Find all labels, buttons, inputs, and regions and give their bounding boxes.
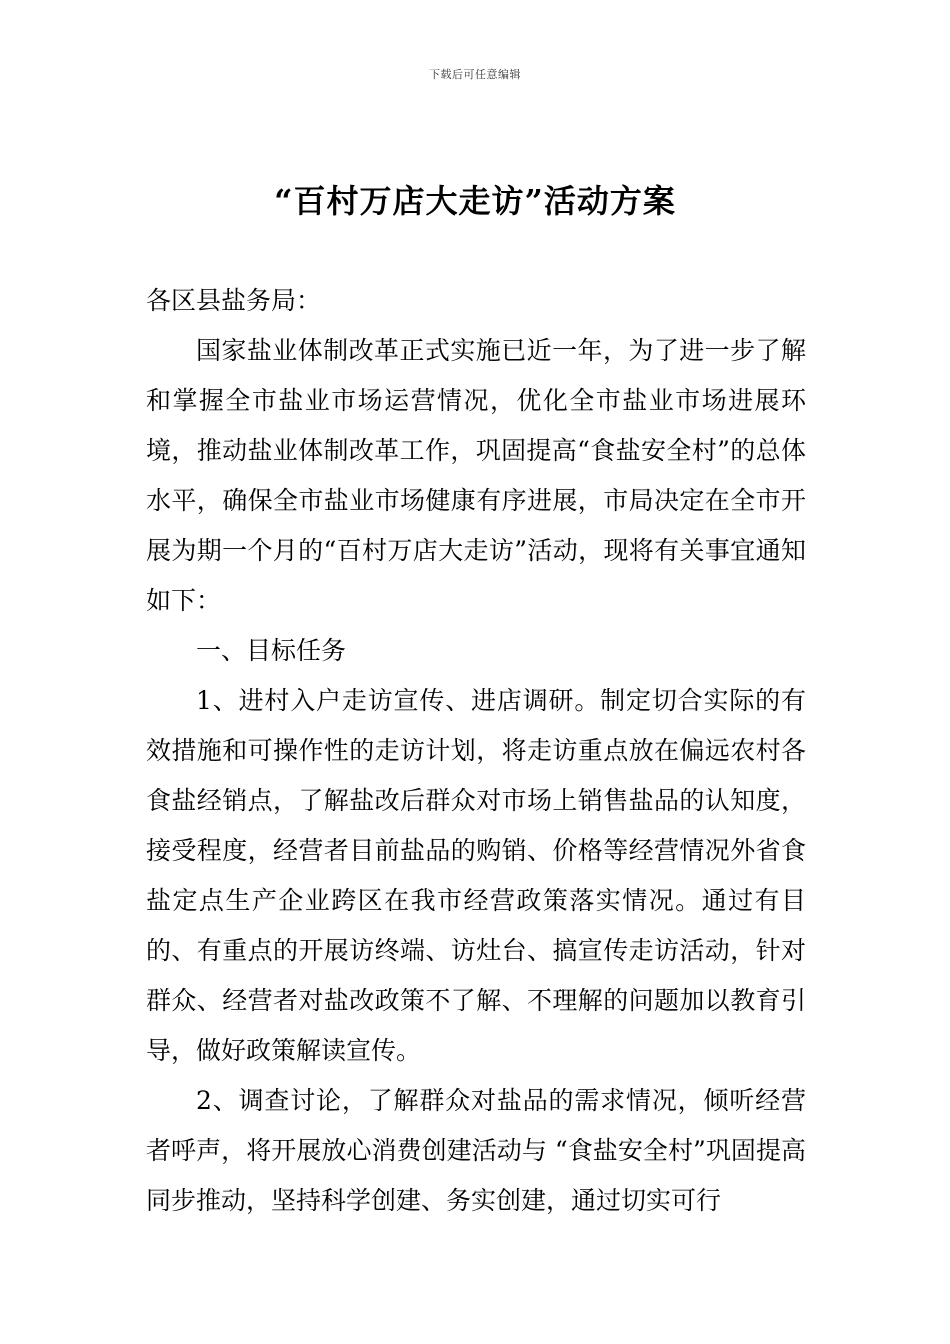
document-title: “百村万店大走访”活动方案	[274, 182, 676, 220]
document-body	[146, 276, 806, 1226]
item-1-paragraph: 1、进村入户走访宣传、进店调研。制定切合实际的有效措施和可操作性的走访计划，将走访重点放在偏远农村各食盐经销点，了解盐改后群众对市场上销售盐品的认知度，接受程度，经营者目前盐品的购销、价格等经营情况外省食盐定点生产企业跨区在我市经营政策落实情况。通过有目的、有重点的开展访终端、访灶台、搞宣传走访活动，针对群众、经营者对盐改政策不了解、不理解的问题加以教育引导，做好政策解读宣传。	[146, 686, 806, 1065]
section-heading-goals: 一、目标任务	[196, 636, 347, 665]
header-note: 下载后可任意编辑	[429, 68, 521, 81]
item-2-paragraph: 2、调查讨论，了解群众对盐品的需求情况，倾听经营者呼声，将开展放心消费创建活动与 “食盐安全村”巩固提高同步推动，坚持科学创建、务实创建，通过切实可行	[146, 1086, 806, 1215]
salutation: 各区县盐务局：	[146, 286, 322, 315]
intro-paragraph: 国家盐业体制改革正式实施已近一年，为了进一步了解和掌握全市盐业市场运营情况，优化全市盐业市场进展环境，推动盐业体制改革工作，巩固提高“食盐安全村”的总体水平，确保全市盐业市场健康有序进展，市局决定在全市开展为期一个月的“百村万店大走访”活动，现将有关事宜通知如下：	[146, 336, 806, 615]
